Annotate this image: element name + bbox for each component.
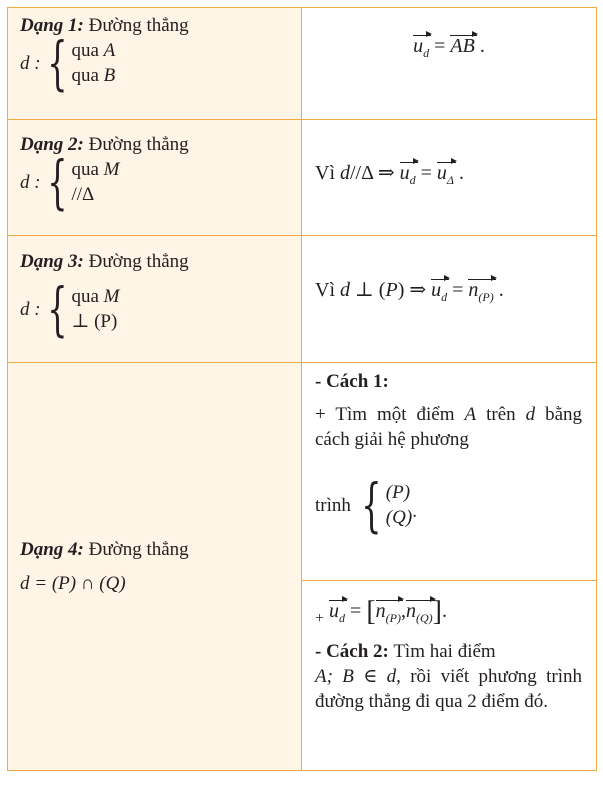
case-label: Dạng 1: bbox=[20, 15, 84, 36]
left-brace: { bbox=[361, 471, 382, 539]
case-cell bbox=[8, 8, 302, 120]
formula-cell bbox=[302, 236, 597, 363]
case-title: Đường thẳng bbox=[88, 15, 189, 36]
prefix-word: Vì bbox=[315, 162, 335, 184]
case-cell bbox=[8, 363, 302, 771]
table-row bbox=[8, 236, 597, 363]
method-1-word: trình bbox=[315, 494, 351, 516]
formula-cell bbox=[302, 8, 597, 120]
condition-parallel: //Δ bbox=[71, 184, 95, 205]
method-2-text: - Cách 2: Tìm hai điểm A; B ∈ d, rồi viết phương trình đường thẳng đi qua 2 điểm đó. bbox=[315, 641, 583, 712]
left-brace: { bbox=[46, 148, 68, 216]
intersection-definition: d = (P) ∩ (Q) bbox=[20, 573, 126, 594]
system-eq-2: (Q) bbox=[385, 507, 413, 528]
condition-word: qua bbox=[71, 286, 99, 307]
condition-perpendicular: ⊥ (P) bbox=[71, 311, 118, 332]
prefix-word: Vì bbox=[315, 279, 335, 301]
table-row bbox=[8, 363, 597, 581]
case-title: Đường thẳng bbox=[88, 539, 189, 560]
direction-vector-formula: Vì d ⊥ (P) ⇒ $u_d = n_{(P)}$ . bbox=[302, 236, 596, 310]
table-row bbox=[8, 8, 597, 120]
condition-word: qua bbox=[71, 40, 99, 61]
condition-var: M bbox=[103, 286, 120, 307]
case-label: Dạng 4: bbox=[20, 539, 84, 560]
condition-word: qua bbox=[71, 65, 99, 86]
method-cell: - Cách 1: + Tìm một điểm A trên d bằng cách giải hệ phương trình { (P) (Q) . bbox=[302, 363, 597, 581]
case-cell bbox=[8, 236, 302, 363]
condition-var: A bbox=[103, 40, 116, 61]
left-brace: { bbox=[46, 29, 68, 97]
table-row bbox=[8, 120, 597, 236]
direction-vector-formula: Vì d//Δ ⇒ $u_d = u_\Delta$ . bbox=[302, 120, 596, 193]
case-label: Dạng 3: bbox=[20, 251, 84, 272]
forms-table bbox=[7, 7, 597, 771]
case-cell bbox=[8, 120, 302, 236]
left-brace: { bbox=[46, 275, 68, 343]
method-cell bbox=[302, 581, 597, 771]
method-1-label: - Cách 1: bbox=[315, 371, 389, 392]
line-symbol: d : bbox=[20, 171, 41, 193]
condition-var: B bbox=[103, 65, 116, 86]
formula-cell bbox=[302, 120, 597, 236]
case-title: Đường thẳng bbox=[88, 251, 189, 272]
case-label: Dạng 2: bbox=[20, 134, 84, 155]
direction-vector-formula: $u_d$ = AB . bbox=[302, 8, 596, 66]
condition-var: M bbox=[103, 159, 120, 180]
cross-product-formula: $_+$ $u_d = [n_{(P)},n_{(Q)}]$. bbox=[315, 599, 582, 631]
case-title: Đường thẳng bbox=[88, 134, 189, 155]
line-symbol: d : bbox=[20, 52, 41, 74]
method-1-text: + Tìm một điểm A trên d bằng cách giải hệ phương bbox=[315, 404, 583, 450]
line-symbol: d : bbox=[20, 298, 41, 320]
system-eq-1: (P) bbox=[385, 482, 411, 503]
condition-word: qua bbox=[71, 159, 99, 180]
